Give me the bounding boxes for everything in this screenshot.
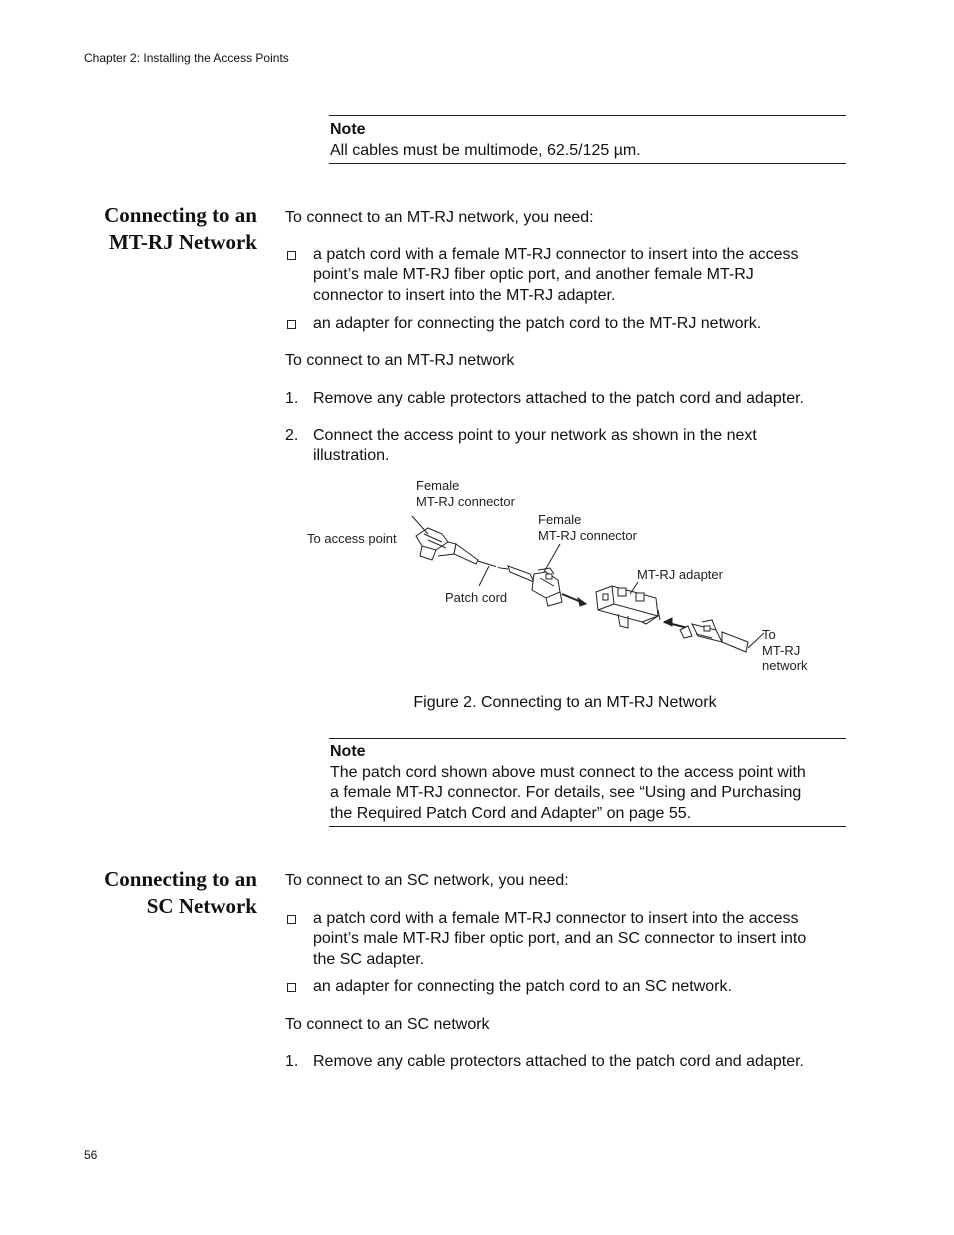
item-line: an adapter for connecting the patch cord to the MT-RJ network. <box>313 315 762 332</box>
step-item <box>285 1052 855 1072</box>
item-line: a patch cord with a female MT-RJ connector to insert into the access <box>313 246 799 263</box>
female-connector-middle <box>508 566 562 606</box>
label-mtrj-adapter: MT-RJ adapter <box>637 567 723 582</box>
checkbox-bullet-icon <box>287 915 296 924</box>
note-title: Note <box>330 121 366 138</box>
note-line: The patch cord shown above must connect to the access point with <box>330 763 806 781</box>
patch-cord <box>478 561 508 569</box>
female-connector-left <box>416 528 478 564</box>
requirement-item <box>285 245 855 306</box>
checkbox-bullet-icon <box>287 320 296 329</box>
item-line: Connect the access point to your network as shown in the next <box>313 427 757 444</box>
connection-illustration <box>296 470 808 680</box>
heading-line: SC Network <box>146 894 257 918</box>
item-line: point’s male MT-RJ fiber optic port, and another female MT-RJ <box>313 266 754 284</box>
item-line: Remove any cable protectors attached to the patch cord and adapter. <box>313 390 804 407</box>
arrow-to-adapter-icon <box>562 594 586 606</box>
item-line: a patch cord with a female MT-RJ connector to insert into the access <box>313 910 799 927</box>
heading-line: Connecting to an <box>104 867 257 891</box>
item-line: illustration. <box>313 447 390 465</box>
item-line: the SC adapter. <box>313 950 425 968</box>
label-line: MT-RJ connector <box>416 493 515 509</box>
note-line: the Required Patch Cord and Adapter” on page 55. <box>330 804 692 822</box>
section-heading-sc <box>60 866 257 920</box>
intro-text: To connect to an MT-RJ network, you need: <box>285 209 594 226</box>
heading-line: Connecting to an <box>104 203 257 227</box>
label-line: Female <box>416 478 460 493</box>
step-number: 1. <box>285 390 299 407</box>
note-box <box>329 738 846 827</box>
note-box <box>329 115 846 164</box>
figure-caption: Figure 2. Connecting to an MT-RJ Network <box>413 694 717 711</box>
requirement-item <box>285 909 855 970</box>
label-line: network <box>762 658 808 673</box>
note-title: Note <box>330 743 366 760</box>
label-female-connector-middle <box>538 512 637 543</box>
step-item <box>285 389 855 409</box>
item-line: point’s male MT-RJ fiber optic port, and an SC connector to insert into <box>313 930 807 948</box>
note-line: a female MT-RJ connector. For details, see “Using and Purchasing <box>330 784 802 801</box>
running-header: Chapter 2: Installing the Access Points <box>84 51 289 65</box>
label-patch-cord: Patch cord <box>445 590 508 605</box>
connector-right <box>680 620 748 652</box>
label-line: MT-RJ connector <box>538 527 637 543</box>
label-line: MT-RJ <box>762 642 801 658</box>
intro-text: To connect to an SC network, you need: <box>285 872 569 889</box>
arrow-from-network-icon <box>664 618 688 628</box>
procedure-title: To connect to an MT-RJ network <box>285 352 515 369</box>
item-line: Remove any cable protectors attached to the patch cord and adapter. <box>313 1053 804 1070</box>
mtrj-adapter <box>596 586 660 628</box>
step-number: 1. <box>285 1053 299 1070</box>
procedure-title: To connect to an SC network <box>285 1016 490 1033</box>
label-to-network <box>762 627 808 674</box>
step-item <box>285 426 855 467</box>
heading-line: MT-RJ Network <box>109 230 257 254</box>
section-heading-mtrj <box>60 202 257 256</box>
note-text: All cables must be multimode, 62.5/125 µm. <box>330 141 641 159</box>
label-line: To <box>762 627 776 642</box>
item-line: connector to insert into the MT-RJ adapter. <box>313 286 616 304</box>
label-to-access-point: To access point <box>307 531 397 546</box>
item-line: an adapter for connecting the patch cord to an SC network. <box>313 978 732 995</box>
checkbox-bullet-icon <box>287 983 296 992</box>
requirement-item <box>285 977 855 997</box>
label-female-connector-left <box>416 478 515 509</box>
page-number: 56 <box>84 1148 98 1162</box>
step-number: 2. <box>285 427 299 444</box>
label-line: Female <box>538 512 582 527</box>
requirement-item <box>285 314 855 334</box>
checkbox-bullet-icon <box>287 251 296 260</box>
